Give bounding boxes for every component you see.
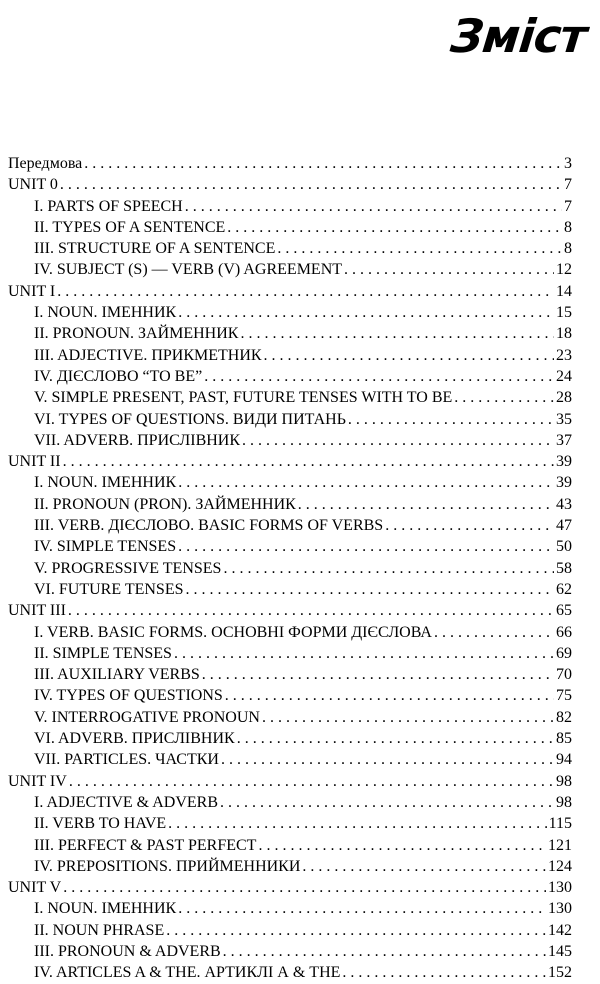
- dot-leader: [221, 749, 554, 770]
- toc-subentry[interactable]: [8, 898, 572, 919]
- toc-entry-label: VI. FUTURE TENSES: [34, 580, 184, 598]
- dot-leader: [262, 707, 554, 728]
- dot-leader: [178, 302, 554, 323]
- dot-leader: [342, 962, 546, 983]
- toc-entry[interactable]: [8, 877, 572, 898]
- dot-leader: [57, 281, 554, 302]
- dot-leader: [174, 643, 554, 664]
- toc-entry-label: IV. PREPOSITIONS. ПРИЙМЕННИКИ: [34, 857, 301, 875]
- toc-entry-label: V. SIMPLE PRESENT, PAST, FUTURE TENSES WITH TO BE: [34, 389, 453, 407]
- toc-subentry[interactable]: [8, 366, 572, 387]
- toc-page-number: 66: [556, 623, 572, 641]
- toc-page-number: 75: [556, 687, 572, 705]
- toc-subentry[interactable]: [8, 728, 572, 749]
- toc-subentry[interactable]: [8, 387, 572, 408]
- toc-page-number: 39: [556, 453, 572, 471]
- toc-entry-label: II. PRONOUN. ЗАЙМЕННИК: [34, 325, 239, 343]
- toc-entry-label: VII. PARTICLES. ЧАСТКИ: [34, 751, 219, 769]
- toc-entry-label: I. NOUN. ІМЕННИК: [34, 304, 177, 322]
- toc-entry-label: III. PERFECT & PAST PERFECT: [34, 836, 257, 854]
- dot-leader: [84, 153, 562, 174]
- dot-leader: [223, 558, 554, 579]
- toc-subentry[interactable]: [8, 345, 572, 366]
- toc-page-number: 14: [556, 282, 572, 300]
- toc-page-number: 85: [556, 730, 572, 748]
- dot-leader: [168, 813, 546, 834]
- toc-page-number: 130: [548, 900, 572, 918]
- dot-leader: [185, 196, 562, 217]
- toc-page-number: 12: [556, 261, 572, 279]
- toc-subentry[interactable]: [8, 302, 572, 323]
- toc-subentry[interactable]: [8, 536, 572, 557]
- dot-leader: [240, 323, 554, 344]
- toc-subentry[interactable]: [8, 472, 572, 493]
- toc-subentry[interactable]: [8, 196, 572, 217]
- toc-subentry[interactable]: [8, 579, 572, 600]
- toc-page-number: 94: [556, 751, 572, 769]
- toc-subentry[interactable]: [8, 920, 572, 941]
- dot-leader: [63, 877, 546, 898]
- toc-entry-label: UNIT I: [8, 282, 56, 300]
- toc-subentry[interactable]: [8, 494, 572, 515]
- toc-page-number: 58: [556, 559, 572, 577]
- toc-entry-label: I. NOUN. ІМЕННИК: [34, 474, 177, 492]
- toc-entry-label: VI. TYPES OF QUESTIONS. ВИДИ ПИТАНЬ: [34, 410, 346, 428]
- toc-entry-label: V. INTERROGATIVE PRONOUN: [34, 708, 260, 726]
- toc-entry-label: VI. ADVERB. ПРИСЛІВНИК: [34, 730, 235, 748]
- dot-leader: [344, 259, 554, 280]
- dot-leader: [60, 174, 562, 195]
- toc-entry-label: Передмова: [8, 155, 83, 172]
- toc-page-number: 15: [556, 304, 572, 322]
- toc-entry-label: VII. ADVERB. ПРИСЛІВНИК: [34, 431, 241, 449]
- toc-entry-label: III. AUXILIARY VERBS: [34, 666, 200, 684]
- toc-page-number: 28: [556, 389, 572, 407]
- dot-leader: [298, 494, 554, 515]
- page-title: Зміст: [448, 9, 589, 63]
- toc-page-number: 65: [556, 602, 572, 620]
- toc-subentry[interactable]: [8, 749, 572, 770]
- dot-leader: [277, 238, 562, 259]
- dot-leader: [264, 345, 554, 366]
- toc-entry-label: II. VERB TO HAVE: [34, 815, 167, 833]
- toc-page-number: 124: [548, 857, 572, 875]
- toc-entry[interactable]: [8, 600, 572, 621]
- toc-subentry[interactable]: [8, 707, 572, 728]
- toc-entry-label: II. TYPES OF A SENTENCE: [34, 218, 226, 236]
- toc-entry-label: UNIT IV: [8, 772, 67, 790]
- toc-entry[interactable]: [8, 771, 572, 792]
- dot-leader: [258, 835, 546, 856]
- toc-page-number: 115: [548, 815, 572, 833]
- toc-subentry[interactable]: [8, 259, 572, 280]
- toc-entry-label: II. SIMPLE TENSES: [34, 644, 172, 662]
- toc-entry[interactable]: [8, 451, 572, 472]
- toc-page-number: 62: [556, 580, 572, 598]
- toc-entry-label: UNIT II: [8, 453, 61, 471]
- toc-entry-label: II. NOUN PHRASE: [34, 921, 165, 939]
- toc-subentry[interactable]: [8, 835, 572, 856]
- toc-subentry[interactable]: [8, 558, 572, 579]
- toc-subentry[interactable]: [8, 792, 572, 813]
- toc-entry-label: UNIT III: [8, 602, 66, 620]
- dot-leader: [237, 728, 554, 749]
- toc-page-number: 18: [556, 325, 572, 343]
- dot-leader: [220, 792, 554, 813]
- toc-entry[interactable]: [8, 153, 572, 174]
- toc-entry-label: IV. SUBJECT (S) — VERB (V) AGREEMENT: [34, 261, 343, 279]
- toc-page-number: 43: [556, 495, 572, 513]
- dot-leader: [166, 920, 546, 941]
- toc-entry-label: V. PROGRESSIVE TENSES: [34, 559, 222, 577]
- toc-entry-label: IV. ARTICLES A & THE. АРТИКЛІ А & THE: [34, 964, 341, 982]
- dot-leader: [68, 600, 554, 621]
- dot-leader: [385, 515, 554, 536]
- toc-subentry[interactable]: [8, 430, 572, 451]
- toc-entry[interactable]: [8, 174, 572, 195]
- toc-page-number: 7: [564, 176, 572, 194]
- dot-leader: [454, 387, 554, 408]
- dot-leader: [242, 430, 554, 451]
- toc-page-number: 145: [548, 942, 572, 960]
- toc-entry-label: I. ADJECTIVE & ADVERB: [34, 793, 218, 811]
- toc-entry-label: UNIT V: [8, 879, 62, 897]
- toc-subentry[interactable]: [8, 643, 572, 664]
- toc-page-number: 35: [556, 410, 572, 428]
- toc-subentry[interactable]: [8, 217, 572, 238]
- toc-entry-label: IV. SIMPLE TENSES: [34, 538, 177, 556]
- toc-subentry[interactable]: [8, 664, 572, 685]
- toc-entry-label: III. ADJECTIVE. ПРИКМЕТНИК: [34, 346, 262, 364]
- toc-page-number: 82: [556, 708, 572, 726]
- toc-page-number: 69: [556, 644, 572, 662]
- toc-subentry[interactable]: [8, 622, 572, 643]
- toc-entry-label: UNIT 0: [8, 176, 58, 194]
- toc-page-number: 47: [556, 517, 572, 535]
- toc-entry-label: IV. TYPES OF QUESTIONS: [34, 687, 223, 705]
- toc-subentry[interactable]: [8, 813, 572, 834]
- toc-subentry[interactable]: [8, 515, 572, 536]
- toc-entry-label: IV. ДІЄСЛОВО “TO BE”: [34, 367, 203, 385]
- toc-entry-label: III. VERB. ДІЄСЛОВО. BASIC FORMS OF VERBS: [34, 517, 384, 535]
- toc-subentry[interactable]: [8, 409, 572, 430]
- toc-subentry[interactable]: [8, 856, 572, 877]
- dot-leader: [434, 622, 554, 643]
- toc-page-number: 37: [556, 431, 572, 449]
- toc-page-number: 98: [556, 772, 572, 790]
- toc-page-number: 50: [556, 538, 572, 556]
- toc-page-number: 7: [564, 197, 572, 215]
- toc-page-number: 8: [564, 240, 572, 258]
- dot-leader: [186, 579, 555, 600]
- dot-leader: [63, 451, 554, 472]
- toc-subentry[interactable]: [8, 323, 572, 344]
- dot-leader: [227, 217, 562, 238]
- toc-page-number: 98: [556, 793, 572, 811]
- toc-page-number: 121: [548, 836, 572, 854]
- dot-leader: [178, 536, 554, 557]
- dot-leader: [302, 856, 546, 877]
- toc-page-number: 24: [556, 367, 572, 385]
- dot-leader: [202, 664, 554, 685]
- toc-entry-label: III. PRONOUN & ADVERB: [34, 942, 221, 960]
- toc-page-number: 130: [548, 879, 572, 897]
- toc-subentry[interactable]: [8, 941, 572, 962]
- toc-entry-label: I. VERB. BASIC FORMS. ОСНОВНІ ФОРМИ ДІЄСЛОВА: [34, 623, 432, 641]
- dot-leader: [69, 771, 554, 792]
- dot-leader: [348, 409, 554, 430]
- toc-page-number: 39: [556, 474, 572, 492]
- toc-page-number: 152: [548, 964, 572, 982]
- toc-page-number: 142: [548, 921, 572, 939]
- dot-leader: [204, 366, 554, 387]
- toc-page-number: 3: [564, 155, 572, 172]
- toc-page-number: 70: [556, 666, 572, 684]
- dot-leader: [178, 898, 546, 919]
- toc-subentry[interactable]: [8, 238, 572, 259]
- toc-entry-label: I. NOUN. ІМЕННИК: [34, 900, 177, 918]
- toc-entry-label: III. STRUCTURE OF A SENTENCE: [34, 240, 276, 258]
- dot-leader: [225, 685, 554, 706]
- toc-page-number: 23: [556, 346, 572, 364]
- toc-entry-label: I. PARTS OF SPEECH: [34, 197, 183, 215]
- toc-page-number: 8: [564, 218, 572, 236]
- table-of-contents: [8, 153, 572, 984]
- toc-subentry[interactable]: [8, 962, 572, 983]
- toc-subentry[interactable]: [8, 685, 572, 706]
- toc-entry[interactable]: [8, 281, 572, 302]
- toc-entry-label: II. PRONOUN (PRON). ЗАЙМЕННИК: [34, 495, 296, 513]
- dot-leader: [178, 472, 554, 493]
- dot-leader: [223, 941, 546, 962]
